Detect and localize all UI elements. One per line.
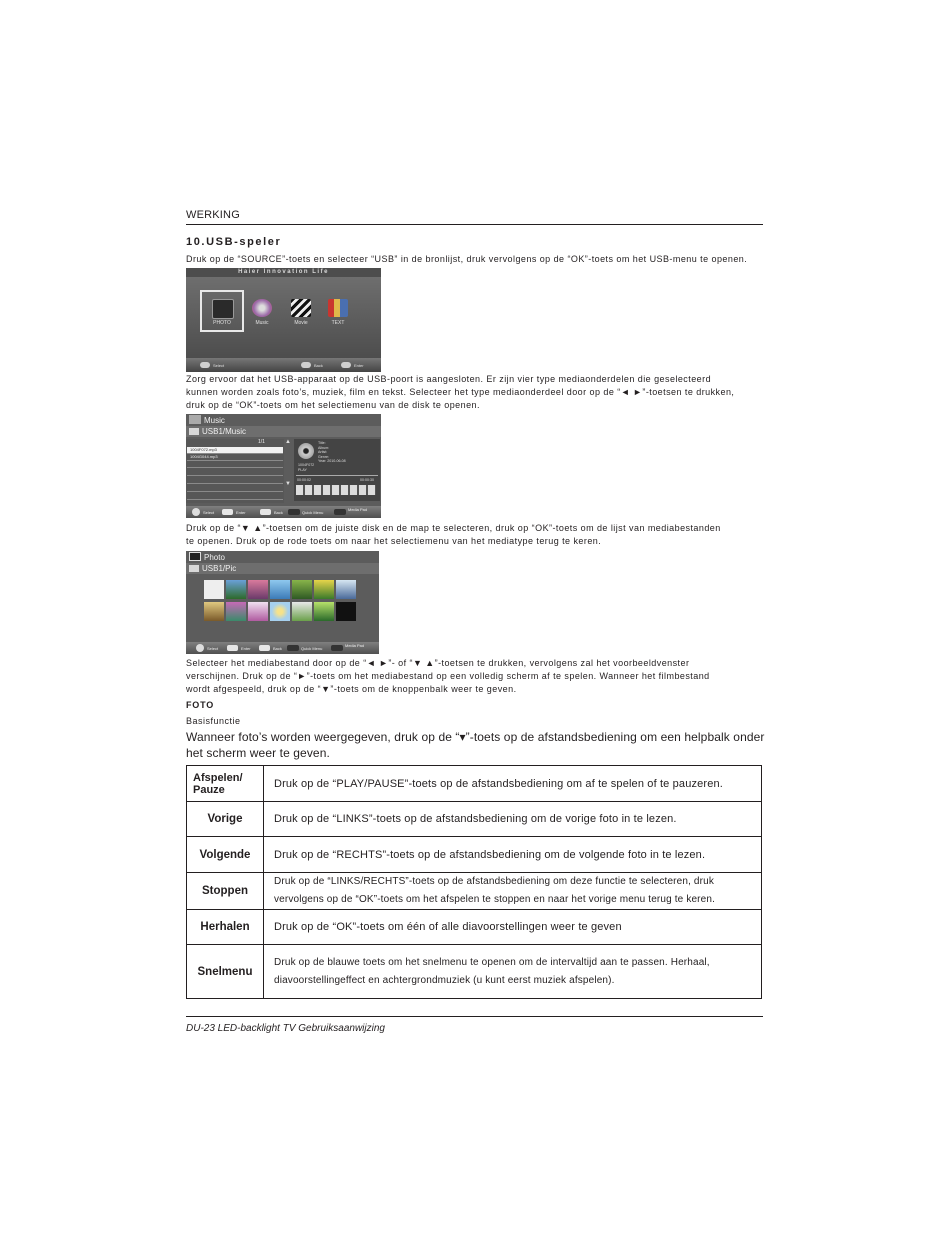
function-desc: Druk op de “RECHTS”-toets op de afstandsbediening om de volgende foto in te lezen. bbox=[264, 837, 762, 873]
list-row-empty bbox=[187, 477, 283, 484]
music-title-bar bbox=[186, 415, 381, 426]
footer-label: Back bbox=[314, 363, 323, 368]
time-total: 00:00:30 bbox=[360, 478, 374, 482]
clapper-icon bbox=[291, 299, 311, 317]
photo-browser-screenshot bbox=[186, 551, 379, 654]
function-desc: Druk op de “LINKS/RECHTS”-toets op de afstandsbediening om deze functie te selecteren, druk vervolgens op de “OK”-toets om het afspelen te stoppen en naar het vorige menu terug te keren. bbox=[264, 873, 762, 910]
time-elapsed: 00:00:02 bbox=[297, 478, 311, 482]
photo-thumb[interactable] bbox=[226, 602, 246, 621]
tile-text[interactable] bbox=[320, 295, 356, 331]
footer-label: Enter bbox=[236, 510, 246, 515]
photo-thumb[interactable] bbox=[336, 580, 356, 599]
paragraph-line: Zorg ervoor dat het USB-apparaat op de USB-poort is aangesloten. Er zijn vier type mediaonderdelen die geselecteerd bbox=[186, 374, 712, 384]
transport-controls[interactable] bbox=[296, 485, 376, 495]
menu-body bbox=[186, 277, 381, 358]
list-row-empty bbox=[187, 485, 283, 492]
track-info bbox=[318, 441, 346, 464]
list-item[interactable] bbox=[187, 447, 283, 454]
footer-label: Select bbox=[213, 363, 225, 368]
photo-thumb[interactable] bbox=[248, 580, 268, 599]
screen-title: Photo bbox=[204, 553, 225, 562]
page-title: 10.USB-speler bbox=[186, 236, 282, 248]
footer-label: Back bbox=[273, 646, 282, 651]
photo-thumb[interactable] bbox=[336, 602, 356, 621]
paragraph-select-disk bbox=[186, 522, 786, 548]
photo-thumb[interactable] bbox=[292, 580, 312, 599]
function-name: Snelmenu bbox=[187, 945, 264, 999]
music-footer bbox=[186, 506, 381, 518]
list-row-empty bbox=[187, 469, 283, 476]
info-line: Artist: bbox=[318, 450, 328, 454]
music-path-bar bbox=[186, 426, 381, 437]
tile-photo[interactable] bbox=[204, 295, 240, 331]
paragraph-line: druk op de “OK”-toets om het selectiemenu van de disk te openen. bbox=[186, 400, 480, 410]
photo-path-bar bbox=[186, 563, 379, 574]
path-label: USB1/Music bbox=[202, 427, 247, 436]
page-footer: DU-23 LED-backlight TV Gebruiksaanwijzing bbox=[186, 1023, 385, 1034]
paragraph-line: verschijnen. Druk op de “►”-toets om het mediabestand op een volledig scherm af te spelen. Wanneer het filmbestand bbox=[186, 671, 710, 681]
enter-icon bbox=[341, 362, 351, 368]
photo-thumb[interactable] bbox=[270, 602, 290, 621]
table-row bbox=[187, 837, 762, 873]
ok-key-icon bbox=[227, 645, 238, 651]
photo-thumb[interactable] bbox=[314, 580, 334, 599]
photo-thumb[interactable] bbox=[204, 602, 224, 621]
paragraph-intro: Druk op de “SOURCE”-toets en selecteer “USB” in de bronlijst, druk vervolgens op de “OK”-toets om het USB-menu te openen. bbox=[186, 254, 748, 264]
file-list bbox=[186, 439, 284, 503]
banner: Haier Innovation Life bbox=[186, 268, 381, 277]
paragraph-media-types bbox=[186, 373, 786, 412]
now-playing bbox=[298, 463, 314, 473]
thumbnail-grid bbox=[202, 578, 364, 624]
function-desc: Druk op de “OK”-toets om één of alle diavoorstellingen weer te geven bbox=[264, 910, 762, 945]
footer-label: Quick Menu bbox=[301, 646, 323, 651]
footer-label: Quick Menu bbox=[302, 510, 324, 515]
folder-icon bbox=[189, 565, 199, 572]
dpad-icon bbox=[192, 508, 200, 516]
back-key-icon bbox=[259, 645, 270, 651]
dpad-icon bbox=[196, 644, 204, 652]
photo-icon bbox=[189, 552, 201, 561]
back-icon bbox=[301, 362, 311, 368]
table-row bbox=[187, 910, 762, 945]
ok-key-icon bbox=[222, 509, 233, 515]
paragraph-line: wordt afgespeeld, druk op de “▼”-toets om de knoppenbalk weer te geven. bbox=[186, 684, 517, 694]
paragraph-line: Selecteer het mediabestand door op de “◄ ►”- of “▼ ▲”-toetsen te drukken, vervolgens zal het voorbeeldvenster bbox=[186, 658, 690, 668]
page-indicator: 1/1 bbox=[258, 439, 265, 445]
paragraph-select-file bbox=[186, 657, 786, 696]
photo-thumb[interactable] bbox=[270, 580, 290, 599]
cd-icon bbox=[298, 443, 314, 459]
function-desc: Druk op de blauwe toets om het snelmenu te openen om de intervaltijd aan te passen. Herhaal, diavoorstellingeffect en achtergrondmuziek (u kunt eerst muziek afspelen). bbox=[264, 945, 762, 999]
mediapad-key-icon bbox=[334, 509, 346, 515]
track-name: 1004F072 bbox=[298, 463, 315, 467]
function-name: Volgende bbox=[187, 837, 264, 873]
photo-thumb[interactable] bbox=[248, 602, 268, 621]
info-line: Genre: bbox=[318, 454, 329, 459]
tile-label: PHOTO bbox=[213, 320, 231, 326]
dpad-icon bbox=[200, 362, 210, 368]
photo-thumb[interactable] bbox=[314, 602, 334, 621]
books-icon bbox=[328, 299, 348, 317]
list-row-empty bbox=[187, 461, 283, 468]
function-name: Vorige bbox=[187, 802, 264, 837]
screen-title: Music bbox=[204, 416, 225, 425]
disc-icon bbox=[252, 299, 272, 317]
table-row bbox=[187, 945, 762, 999]
footer-rule bbox=[186, 1016, 763, 1017]
tile-movie[interactable] bbox=[283, 295, 319, 331]
usb-menu-screenshot bbox=[186, 268, 381, 372]
basis-heading: Basisfunctie bbox=[186, 716, 241, 726]
foto-heading: FOTO bbox=[186, 700, 215, 710]
info-line: Year: 2010-06-08 bbox=[318, 459, 346, 463]
function-desc: Druk op de “PLAY/PAUSE”-toets op de afstandsbediening om af te spelen of te pauzeren. bbox=[264, 766, 762, 802]
file-name: 1004F072.mp3 bbox=[190, 447, 217, 452]
table-row bbox=[187, 873, 762, 910]
footer-label: Enter bbox=[354, 363, 364, 368]
tile-label: Music bbox=[255, 320, 269, 326]
photo-footer bbox=[186, 642, 379, 654]
folder-thumb[interactable] bbox=[204, 580, 224, 599]
menu-footer bbox=[186, 358, 381, 372]
footer-label: Enter bbox=[241, 646, 251, 651]
header-rule bbox=[186, 224, 763, 225]
footer-label: Media Pad bbox=[345, 643, 365, 648]
photo-thumb[interactable] bbox=[226, 580, 246, 599]
list-item[interactable] bbox=[187, 454, 283, 461]
music-browser-screenshot bbox=[186, 414, 381, 518]
photo-title-bar bbox=[186, 552, 379, 563]
function-name: Afspelen/ Pauze bbox=[187, 766, 264, 802]
function-desc: Druk op de “LINKS”-toets op de afstandsbediening om de vorige foto in te lezen. bbox=[264, 802, 762, 837]
paragraph-line: te openen. Druk op de rode toets om naar het selectiemenu van het mediatype terug te keren. bbox=[186, 536, 602, 546]
scrollbar[interactable]: ▲ ▼ bbox=[285, 439, 291, 487]
function-table bbox=[186, 765, 762, 999]
table-row bbox=[187, 766, 762, 802]
footer-label: Media Pad bbox=[348, 507, 368, 512]
footer-label: Back bbox=[274, 510, 283, 515]
list-row-empty bbox=[187, 493, 283, 500]
footer-label: Select bbox=[207, 646, 219, 651]
section-header: WERKING bbox=[186, 209, 240, 221]
paragraph-line: kunnen worden zoals foto’s, muziek, film en tekst. Selecteer het type mediaonderdeel door op de “◄ ►”-toetsen te drukken, bbox=[186, 387, 735, 397]
table-row bbox=[187, 802, 762, 837]
tile-music[interactable] bbox=[244, 295, 280, 331]
file-name: 1004G044.mp3 bbox=[190, 454, 218, 459]
quickmenu-key-icon bbox=[287, 645, 299, 651]
play-state: PLAY bbox=[298, 468, 307, 472]
info-line: Title: bbox=[318, 441, 326, 445]
tile-label: TEXT bbox=[331, 320, 345, 326]
progress-bar[interactable] bbox=[296, 475, 378, 476]
folder-icon bbox=[189, 428, 199, 435]
music-icon bbox=[189, 415, 201, 424]
quickmenu-key-icon bbox=[288, 509, 300, 515]
path-label: USB1/Pic bbox=[202, 564, 237, 573]
info-line: Album: bbox=[318, 445, 330, 450]
footer-label: Select bbox=[203, 510, 215, 515]
tile-label: Movie bbox=[294, 320, 308, 326]
function-name: Stoppen bbox=[187, 873, 264, 910]
function-name: Herhalen bbox=[187, 910, 264, 945]
intro-text: Wanneer foto’s worden weergegeven, druk op de “▾”-toets op de afstandsbediening om een helpbalk onder het scherm weer te geven. bbox=[186, 730, 765, 760]
paragraph-line: Druk op de “▼ ▲”-toetsen om de juiste disk en de map te selecteren, druk op “OK”-toets om de lijst van mediabestanden bbox=[186, 523, 721, 533]
back-key-icon bbox=[260, 509, 271, 515]
photo-thumb[interactable] bbox=[292, 602, 312, 621]
mediapad-key-icon bbox=[331, 645, 343, 651]
preview-panel bbox=[294, 439, 380, 501]
camera-icon bbox=[212, 299, 234, 319]
